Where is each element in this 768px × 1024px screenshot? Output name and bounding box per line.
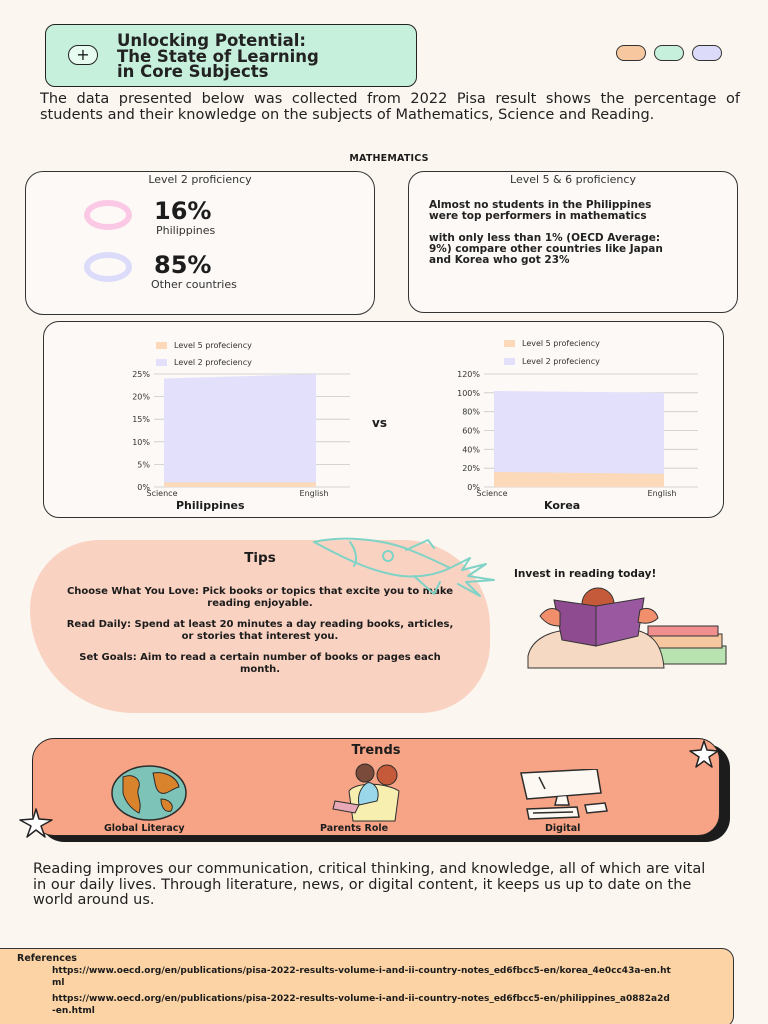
y-tick-label: 40% [462,445,480,455]
y-tick-label: 5% [137,460,150,470]
level2-card [25,171,375,315]
legend-swatch [156,359,167,366]
y-tick-label: 20% [462,464,480,474]
trends-panel [32,738,720,836]
invest-heading: Invest in reading today! [514,568,657,580]
tip-item: Read Daily: Spend at least 20 minutes a day reading books, articles, or stories that interest you. [66,619,454,642]
comparison-charts-card [43,321,724,518]
philippines-chart [54,366,354,500]
x-tick-label: Science [476,489,508,498]
korea-chart-title: Korea [544,499,581,512]
area-level5 [164,482,316,487]
legend-item-level5-left [156,341,252,350]
reference-link-philippines[interactable]: https://www.oecd.org/en/publications/pisa-2022-results-volume-i-and-ii-country-notes_ed6fbcc5-en/philippines_a0882a2d-en.html [52,994,670,1016]
tips-title: Tips [244,550,276,566]
reference-link-korea[interactable]: https://www.oecd.org/en/publications/pisa-2022-results-volume-i-and-ii-country-notes_ed6fbcc5-en/korea_4e0cc43a-en.html [52,966,671,988]
plus-icon: + [68,45,98,65]
x-tick-label: Science [146,489,178,498]
legend-swatch [504,340,515,347]
closing-paragraph: Reading improves our communication, critical thinking, and knowledge, all of which are vital in our daily lives. Through literature, news, or digital content, it keeps us up to date on the world around us. [33,861,706,908]
star-icon [688,740,720,768]
area-level5 [494,472,664,487]
parent-child-icon [329,761,409,825]
reading-person-icon [526,586,731,676]
references-title: References [17,953,77,964]
lavender-ring-icon [84,252,132,282]
y-tick-label: 120% [457,370,480,379]
y-tick-label: 100% [457,388,480,398]
tip-item: Choose What You Love: Pick books or topics that excite you to make reading enjoyable. [66,586,454,609]
x-tick-label: English [299,489,329,498]
level56-para-2: with only less than 1% (OECD Average: 9%) compare other countries like Japan and Korea who got 23% [429,231,663,267]
lavender-dot [692,45,722,61]
trend-label-parents-role: Parents Role [320,823,389,834]
title-banner [45,24,417,87]
area-level2 [164,374,316,487]
other-countries-percent: 85% [154,251,212,279]
y-tick-label: 10% [132,437,150,447]
title-line-2: The State of Learning [117,46,319,66]
korea-chart [402,366,702,500]
intro-paragraph: The data presented below was collected from 2022 Pisa result shows the percentage of students and their knowledge on the subjects of Mathematics, Science and Reading. [40,91,740,123]
trend-label-global-literacy: Global Literacy [104,823,185,834]
legend-swatch [156,342,167,349]
y-tick-label: 20% [132,392,150,402]
rocket-icon [310,534,500,606]
legend-item-level2-right [504,357,600,366]
trends-title: Trends [351,743,401,758]
star-icon [18,808,54,838]
orange-dot [616,45,646,61]
philippines-percent: 16% [154,197,212,225]
philippines-chart-title: Philippines [176,499,245,512]
legend-label: Level 5 profeciency [174,341,252,350]
legend-swatch [504,358,515,365]
green-dot [654,45,684,61]
y-tick-label: 25% [132,370,150,379]
level56-para-1: Almost no students in the Philippines were top performers in mathematics [429,199,652,223]
y-tick-label: 60% [462,426,480,436]
globe-icon [109,765,189,823]
references-panel [0,948,734,1024]
legend-label: Level 2 profeciency [174,358,252,367]
page-title [117,33,319,80]
legend-label: Level 5 profeciency [522,339,600,348]
legend-item-level5-right [504,339,600,348]
section-heading-mathematics: MATHEMATICS [349,153,429,164]
level56-text [429,200,669,276]
title-line-3: in Core Subjects [117,62,269,81]
y-tick-label: 80% [462,407,480,417]
computer-icon [517,769,627,823]
philippines-label: Philippines [156,224,216,237]
title-line-1: Unlocking Potential: [117,31,307,50]
y-tick-label: 0% [137,483,150,492]
tip-item: Set Goals: Aim to read a certain number of books or pages each month. [79,652,441,675]
level2-card-title: Level 2 proficiency [148,173,252,186]
y-tick-label: 0% [467,483,480,492]
x-tick-label: English [647,489,677,498]
level56-card-title: Level 5 & 6 proficiency [510,173,636,186]
pink-ring-icon [84,200,132,230]
trend-label-digital: Digital [545,823,581,834]
legend-label: Level 2 profeciency [522,357,600,366]
vs-label: vs [372,416,387,430]
y-tick-label: 15% [132,415,150,425]
level56-card [408,171,738,313]
other-countries-label: Other countries [151,278,237,291]
